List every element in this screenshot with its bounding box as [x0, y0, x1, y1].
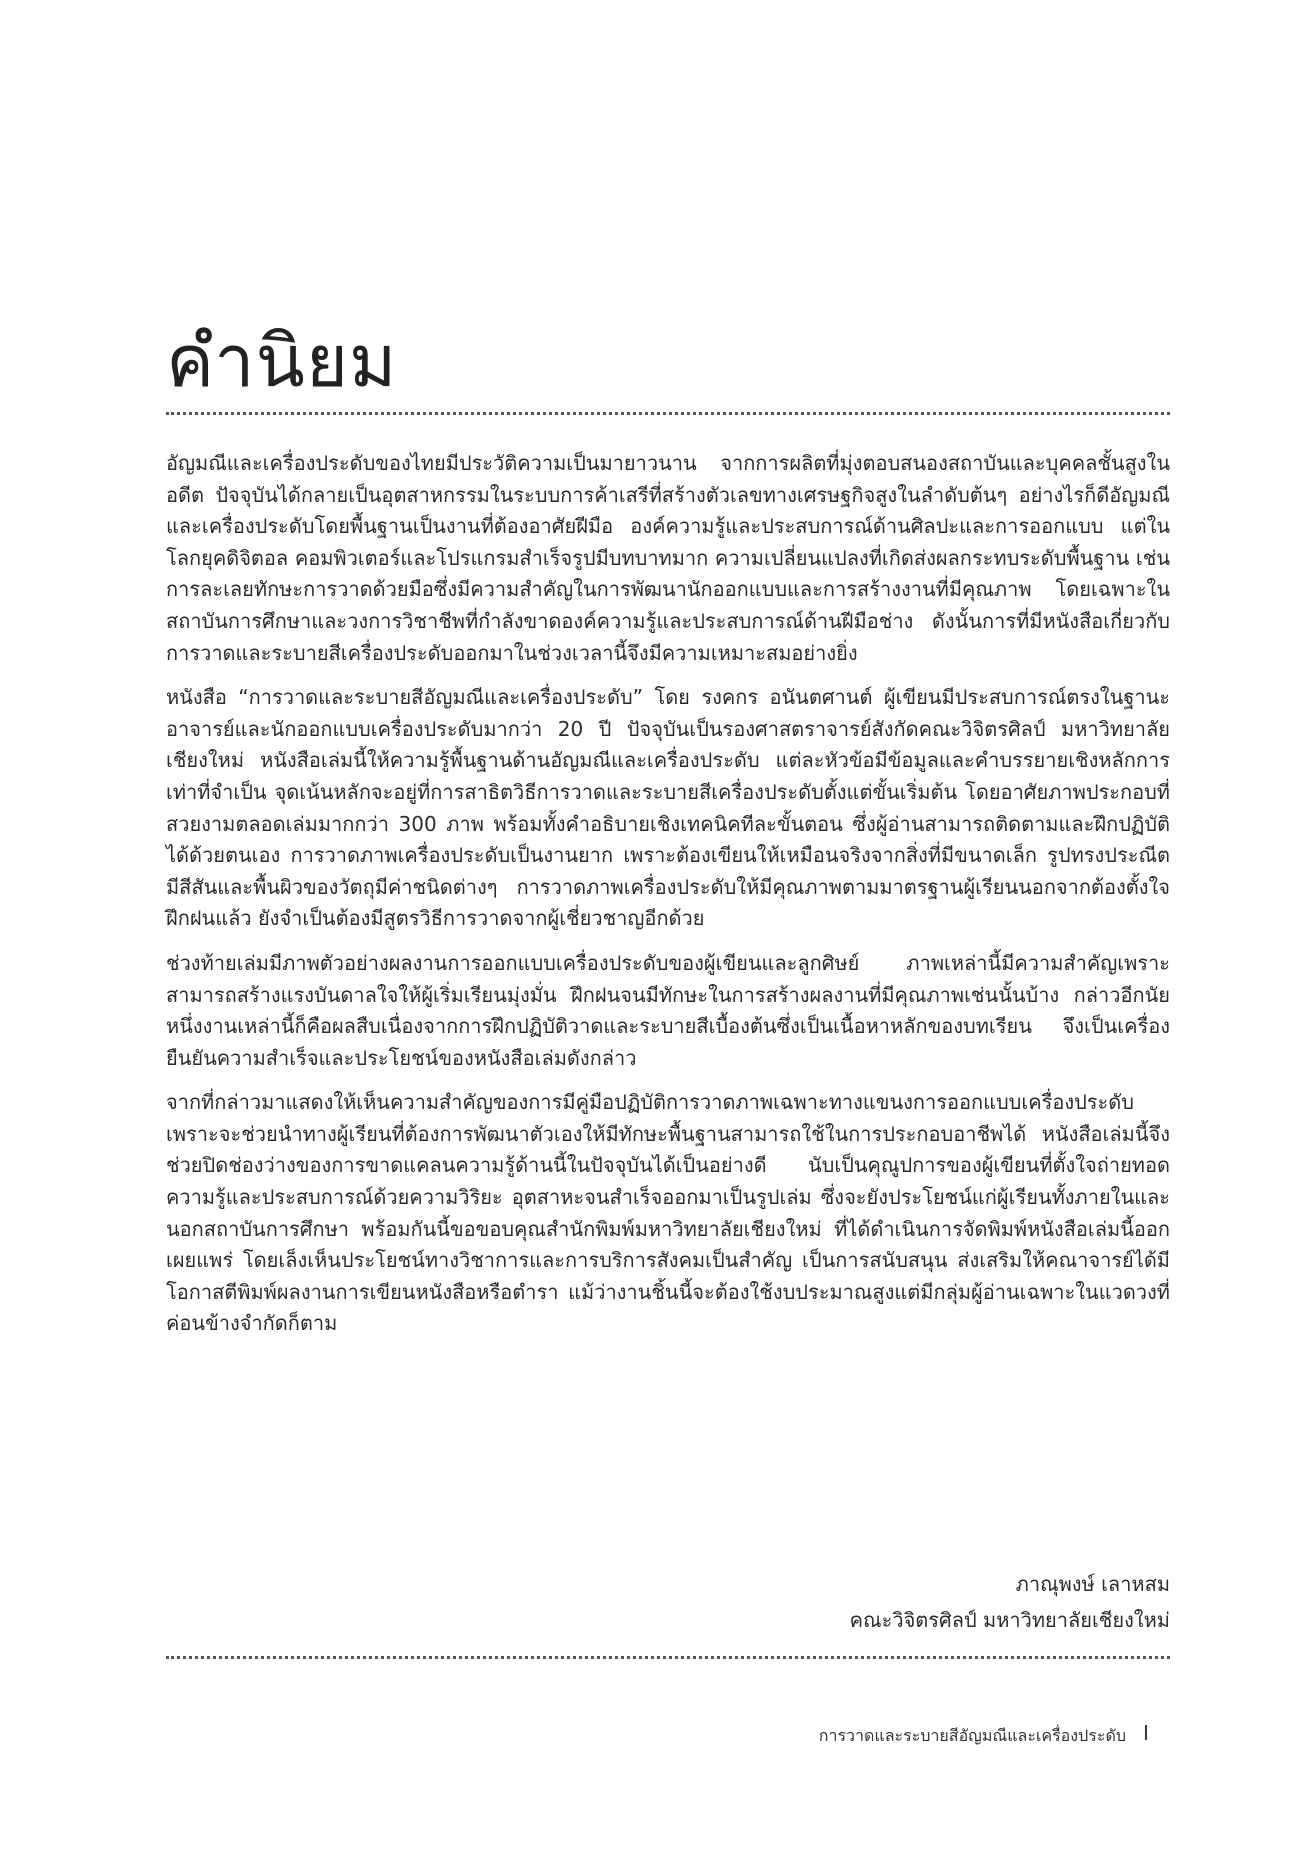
paragraph-2: หนังสือ “การวาดและระบายสีอัญมณีและเครื่องประดับ” โดย รงคกร อนันตศานต์ ผู้เขียนมีประสบการณ์ตรงในฐานะอาจารย์และนักออกแบบเครื่องประดับมากว่า 20 ปี ปัจจุบันเป็นรองศาสตราจารย์สังกัดคณะวิจิตรศิลป์ มหาวิทยาลัยเชียงใหม่ หนังสือเล่มนี้ให้ความรู้พื้นฐานด้านอัญมณีและเครื่องประดับ แต่ละหัวข้อมีข้อมูลและคำบรรยายเชิงหลักการเท่าที่จำเป็น จุดเน้นหลักจะอยู่ที่การสาธิตวิธีการวาดและระบายสีเครื่องประดับตั้งแต่ขั้นเริ่มต้น โดยอาศัยภาพประกอบที่สวยงามตลอดเล่มมากกว่า 300 ภาพ พร้อมทั้งคำอธิบายเชิงเทคนิคทีละขั้นตอน ซึ่งผู้อ่านสามารถติดตามและฝึกปฏิบัติได้ด้วยตนเอง การวาดภาพเครื่องประดับเป็นงานยาก เพราะต้องเขียนให้เหมือนจริงจากสิ่งที่มีขนาดเล็ก รูปทรงประณีต มีสีสันและพื้นผิวของวัตถุมีค่าชนิดต่างๆ การวาดภาพเครื่องประดับให้มีคุณภาพตามมาตรฐานผู้เรียนนอกจากต้องตั้งใจฝึกฝนแล้ว ยังจำเป็นต้องมีสูตรวิธีการวาดจากผู้เชี่ยวชาญอีกด้วย [166, 685, 1170, 931]
page-title: คำนิยม [166, 319, 398, 403]
footer-book-title: การวาดและระบายสีอัญมณีและเครื่องประดับ [818, 1726, 1126, 1745]
top-dotted-divider [166, 412, 1170, 415]
signature-affiliation: คณะวิจิตรศิลป์ มหาวิทยาลัยเชียงใหม่ [849, 1608, 1170, 1632]
bottom-dotted-divider [166, 1656, 1170, 1659]
signature-block [850, 1566, 1170, 1638]
foreword-body [166, 448, 1170, 1353]
paragraph-4: จากที่กล่าวมาแสดงให้เห็นความสำคัญของการมีคู่มือปฏิบัติการวาดภาพเฉพาะทางแขนงการออกแบบเครื่องประดับ เพราะจะช่วยนำทางผู้เรียนที่ต้องการพัฒนาตัวเองให้มีทักษะพื้นฐานสามารถใช้ในการประกอบอาชีพได้ หนังสือเล่มนี้จึงช่วยปิดช่องว่างของการขาดแคลนความรู้ด้านนี้ในปัจจุบันได้เป็นอย่างดี นับเป็นคุณูปการของผู้เขียนที่ตั้งใจถ่ายทอดความรู้และประสบการณ์ด้วยความวิริยะ อุตสาหะจนสำเร็จออกมาเป็นรูปเล่ม ซึ่งจะยังประโยชน์แก่ผู้เรียนทั้งภายในและนอกสถาบันการศึกษา พร้อมกันนี้ขอขอบคุณสำนักพิมพ์มหาวิทยาลัยเชียงใหม่ ที่ได้ดำเนินการจัดพิมพ์หนังสือเล่มนี้ออกเผยแพร่ โดยเล็งเห็นประโยชน์ทางวิชาการและการบริการสังคมเป็นสำคัญ เป็นการสนับสนุน ส่งเสริมให้คณาจารย์ได้มีโอกาสตีพิมพ์ผลงานการเขียนหนังสือหรือตำรา แม้ว่างานชิ้นนี้จะต้องใช้งบประมาณสูงแต่มีกลุ่มผู้อ่านเฉพาะในแวดวงที่ค่อนข้างจำกัดก็ตาม [166, 1090, 1170, 1336]
page-number: I [1143, 1721, 1149, 1745]
signature-name: ภาณุพงษ์ เลาหสม [1015, 1572, 1170, 1596]
paragraph-3: ช่วงท้ายเล่มมีภาพตัวอย่างผลงานการออกแบบเครื่องประดับของผู้เขียนและลูกศิษย์ ภาพเหล่านี้มีความสำคัญเพราะสามารถสร้างแรงบันดาลใจให้ผู้เริ่มเรียนมุ่งมั่น ฝึกฝนจนมีทักษะในการสร้างผลงานที่มีคุณภาพเช่นนั้นบ้าง กล่าวอีกนัยหนึ่งงานเหล่านี้ก็คือผลสืบเนื่องจากการฝึกปฏิบัติวาดและระบายสีเบื้องต้นซึ่งเป็นเนื้อหาหลักของบทเรียน จึงเป็นเครื่องยืนยันความสำเร็จและประโยชน์ของหนังสือเล่มดังกล่าว [166, 950, 1170, 1070]
paragraph-1: อัญมณีและเครื่องประดับของไทยมีประวัติความเป็นมายาวนาน จากการผลิตที่มุ่งตอบสนองสถาบันและบุคคลชั้นสูงในอดีต ปัจจุบันได้กลายเป็นอุตสาหกรรมในระบบการค้าเสรีที่สร้างตัวเลขทางเศรษฐกิจสูงในลำดับต้นๆ อย่างไรก็ดีอัญมณีและเครื่องประดับโดยพื้นฐานเป็นงานที่ต้องอาศัยฝีมือ องค์ความรู้และประสบการณ์ด้านศิลปะและการออกแบบ แต่ในโลกยุคดิจิตอล คอมพิวเตอร์และโปรแกรมสำเร็จรูปมีบทบาทมาก ความเปลี่ยนแปลงที่เกิดส่งผลกระทบระดับพื้นฐาน เช่น การละเลยทักษะการวาดด้วยมือซึ่งมีความสำคัญในการพัฒนานักออกแบบและการสร้างงานที่มีคุณภาพ โดยเฉพาะในสถาบันการศึกษาและวงการวิชาชีพที่กำลังขาดองค์ความรู้และประสบการณ์ด้านฝีมือช่าง ดังนั้นการที่มีหนังสือเกี่ยวกับการวาดและระบายสีเครื่องประดับออกมาในช่วงเวลานี้จึงมีความเหมาะสมอย่างยิ่ง [166, 451, 1170, 665]
